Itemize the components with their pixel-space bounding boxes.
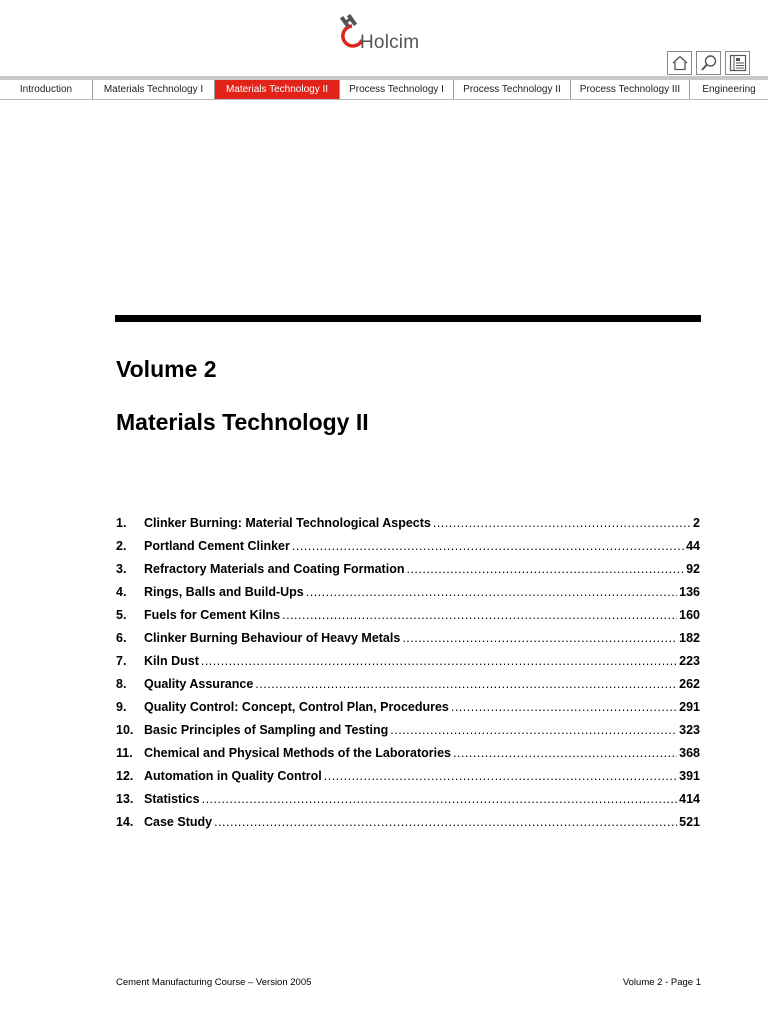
toc-leader — [451, 696, 677, 719]
toc-entry[interactable] — [116, 650, 700, 673]
contents-icon — [729, 54, 747, 72]
toc-entry[interactable] — [116, 673, 700, 696]
toc-page: 182 — [679, 631, 700, 645]
toc-entry[interactable] — [116, 581, 700, 604]
toc-page: 44 — [686, 539, 700, 553]
toc-title: Rings, Balls and Build-Ups — [144, 585, 304, 599]
toc-leader — [201, 650, 677, 673]
tab-introduction[interactable]: Introduction — [0, 80, 93, 99]
toc-page: 414 — [679, 792, 700, 806]
footer-page-number: Volume 2 - Page 1 — [622, 977, 701, 988]
toc-leader — [390, 719, 677, 742]
toc-leader — [255, 673, 677, 696]
tab-process-technology-3[interactable]: Process Technology III — [571, 80, 690, 99]
logo-text: Holcim — [360, 32, 420, 53]
toc-title: Case Study — [144, 815, 213, 829]
toc-title: Quality Control: Concept, Control Plan, Procedures — [144, 700, 449, 714]
toc-number: 6. — [116, 631, 127, 645]
toc-number: 5. — [116, 608, 127, 622]
toc-leader — [306, 581, 677, 604]
toc-page: 136 — [679, 585, 700, 599]
home-button[interactable] — [667, 51, 692, 75]
toc-title: Statistics — [144, 792, 200, 806]
toc-title: Clinker Burning: Material Technological Aspects — [144, 516, 431, 530]
toc-number: 9. — [116, 700, 127, 714]
toc-title: Kiln Dust — [144, 654, 199, 668]
toc-title: Refractory Materials and Coating Formation — [144, 562, 405, 576]
toc-page: 391 — [679, 769, 700, 783]
toc-page: 262 — [679, 677, 700, 691]
toc-entry[interactable] — [116, 696, 700, 719]
toc-entry[interactable] — [116, 811, 700, 834]
toc-entry[interactable] — [116, 604, 700, 627]
toc-entry[interactable] — [116, 535, 700, 558]
toc-title: Automation in Quality Control — [144, 769, 322, 783]
toc-page: 521 — [679, 815, 700, 829]
toc-title: Fuels for Cement Kilns — [144, 608, 281, 622]
toc-number: 1. — [116, 516, 127, 530]
toc-number: 2. — [116, 539, 127, 553]
search-button[interactable] — [696, 51, 721, 75]
toc-number: 4. — [116, 585, 127, 599]
volume-heading: Volume 2 — [116, 356, 217, 382]
toc-entry[interactable] — [116, 719, 700, 742]
tab-engineering[interactable]: Engineering — [702, 84, 756, 95]
toc-number: 8. — [116, 677, 127, 691]
toc-leader — [292, 535, 684, 558]
toc-leader — [433, 512, 691, 535]
toc-title: Basic Principles of Sampling and Testing — [144, 723, 389, 737]
toc-number: 3. — [116, 562, 127, 576]
toc-leader — [406, 558, 684, 581]
tab-process-technology-1[interactable]: Process Technology I — [340, 80, 454, 99]
tab-materials-technology-1[interactable]: Materials Technology I — [93, 80, 215, 99]
toc-entry[interactable] — [116, 512, 700, 535]
toc-number: 12. — [116, 769, 134, 783]
page-title: Materials Technology II — [116, 409, 369, 435]
toc-number: 7. — [116, 654, 127, 668]
toc-entry[interactable] — [116, 627, 700, 650]
toc-page: 291 — [679, 700, 700, 714]
table-of-contents — [116, 512, 700, 834]
toc-page: 92 — [686, 562, 700, 576]
toc-entry[interactable] — [116, 788, 700, 811]
toc-entry[interactable] — [116, 765, 700, 788]
holcim-logo — [338, 14, 438, 54]
toc-leader — [402, 627, 677, 650]
tab-process-technology-2[interactable]: Process Technology II — [454, 80, 571, 99]
toc-number: 13. — [116, 792, 134, 806]
toc-leader — [202, 788, 678, 811]
toc-title: Chemical and Physical Methods of the Laboratories — [144, 746, 452, 760]
home-icon — [671, 55, 689, 71]
toc-title: Quality Assurance — [144, 677, 254, 691]
toc-number: 10. — [116, 723, 134, 737]
toc-page: 160 — [679, 608, 700, 622]
tab-materials-technology-2[interactable]: Materials Technology II — [215, 80, 340, 99]
contents-button[interactable] — [725, 51, 750, 75]
toc-number: 11. — [116, 746, 133, 760]
toc-page: 368 — [679, 746, 700, 760]
toc-page: 2 — [693, 516, 700, 530]
toc-entry[interactable] — [116, 558, 700, 581]
toc-leader — [214, 811, 677, 834]
toolbar — [667, 51, 750, 75]
toc-leader — [324, 765, 677, 788]
toc-page: 323 — [679, 723, 700, 737]
toc-entry[interactable] — [116, 742, 700, 765]
search-icon — [700, 54, 718, 72]
toc-leader — [453, 742, 677, 765]
title-rule — [115, 315, 701, 322]
section-nav — [0, 76, 768, 100]
toc-title: Portland Cement Clinker — [144, 539, 290, 553]
toc-leader — [282, 604, 677, 627]
footer-course: Cement Manufacturing Course – Version 2005 — [116, 977, 312, 988]
toc-title: Clinker Burning Behaviour of Heavy Metals — [144, 631, 401, 645]
toc-page: 223 — [679, 654, 700, 668]
toc-number: 14. — [116, 815, 134, 829]
